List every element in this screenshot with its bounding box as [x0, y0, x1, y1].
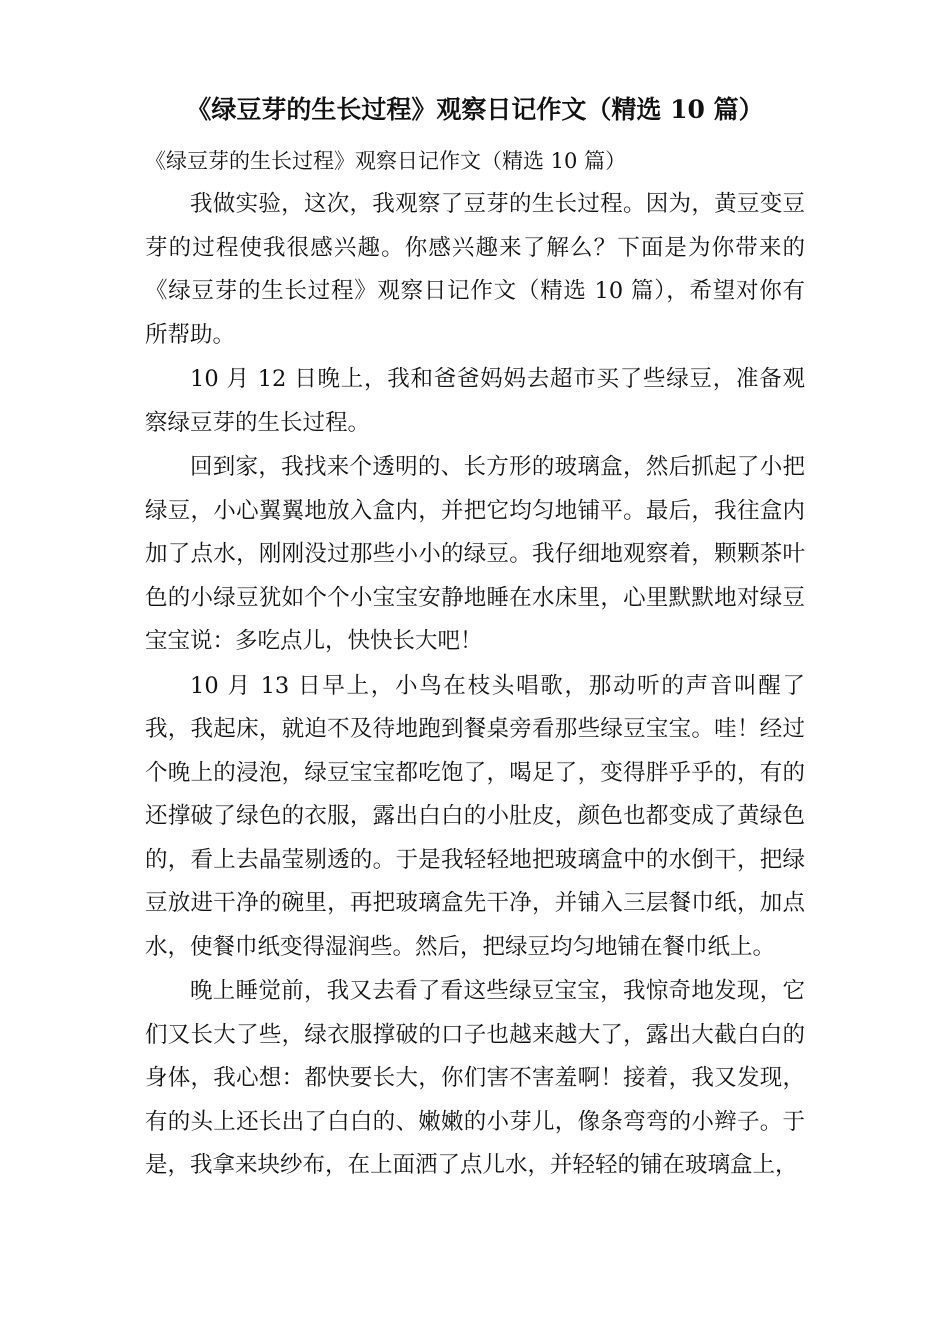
document-subtitle: 《绿豆芽的生长过程》观察日记作文（精选 10 篇） — [145, 149, 627, 173]
paragraph-oct13-morning: 10 月 13 日早上，小鸟在枝头唱歌，那动听的声音叫醒了我，我起床，就迫不及待地跑到餐桌旁看那些绿豆宝宝。哇！经过个晚上的浸泡，绿豆宝宝都吃饱了，喝足了，变得胖乎乎的，有的还撑破了绿色的衣服，露出白白的小肚皮，颜色也都变成了黄绿色的，看上去晶莹剔透的。于是我轻轻地把玻璃盒中的水倒干，把绿豆放进干净的碗里，再把玻璃盒先干净，并铺入三层餐巾纸，加点水，使餐巾纸变得湿润些。然后，把绿豆均匀地铺在餐巾纸上。 — [145, 672, 805, 960]
paragraph-intro: 我做实验，这次，我观察了豆芽的生长过程。因为，黄豆变豆芽的过程使我很感兴趣。你感兴趣来了解么？下面是为你带来的《绿豆芽的生长过程》观察日记作文（精选 10 篇），希望对你有所帮助。 — [145, 191, 805, 348]
document-body — [145, 183, 805, 1189]
paragraph-oct13-night: 晚上睡觉前，我又去看了看这些绿豆宝宝，我惊奇地发现，它们又长大了些，绿衣服撑破的口子也越来越大了，露出大截白白的身体，我心想：都快要长大，你们害不害羞啊！接着，我又发现，有的头上还长出了白白的、嫩嫩的小芽儿，像条弯弯的小辫子。于是，我拿来块纱布，在上面洒了点儿水，并轻轻的铺在玻璃盒上， — [145, 978, 805, 1178]
document-title: 《绿豆芽的生长过程》观察日记作文（精选 10 篇） — [186, 95, 764, 124]
paragraph-home: 回到家，我找来个透明的、长方形的玻璃盒，然后抓起了小把绿豆，小心翼翼地放入盒内，并把它均匀地铺平。最后，我往盒内加了点水，刚刚没过那些小小的绿豆。我仔细地观察着，颗颗茶叶色的小绿豆犹如个个小宝宝安静地睡在水床里，心里默默地对绿豆宝宝说：多吃点儿，快快长大吧！ — [145, 454, 805, 654]
paragraph-oct12: 10 月 12 日晚上，我和爸爸妈妈去超市买了些绿豆，准备观察绿豆芽的生长过程。 — [145, 366, 805, 436]
